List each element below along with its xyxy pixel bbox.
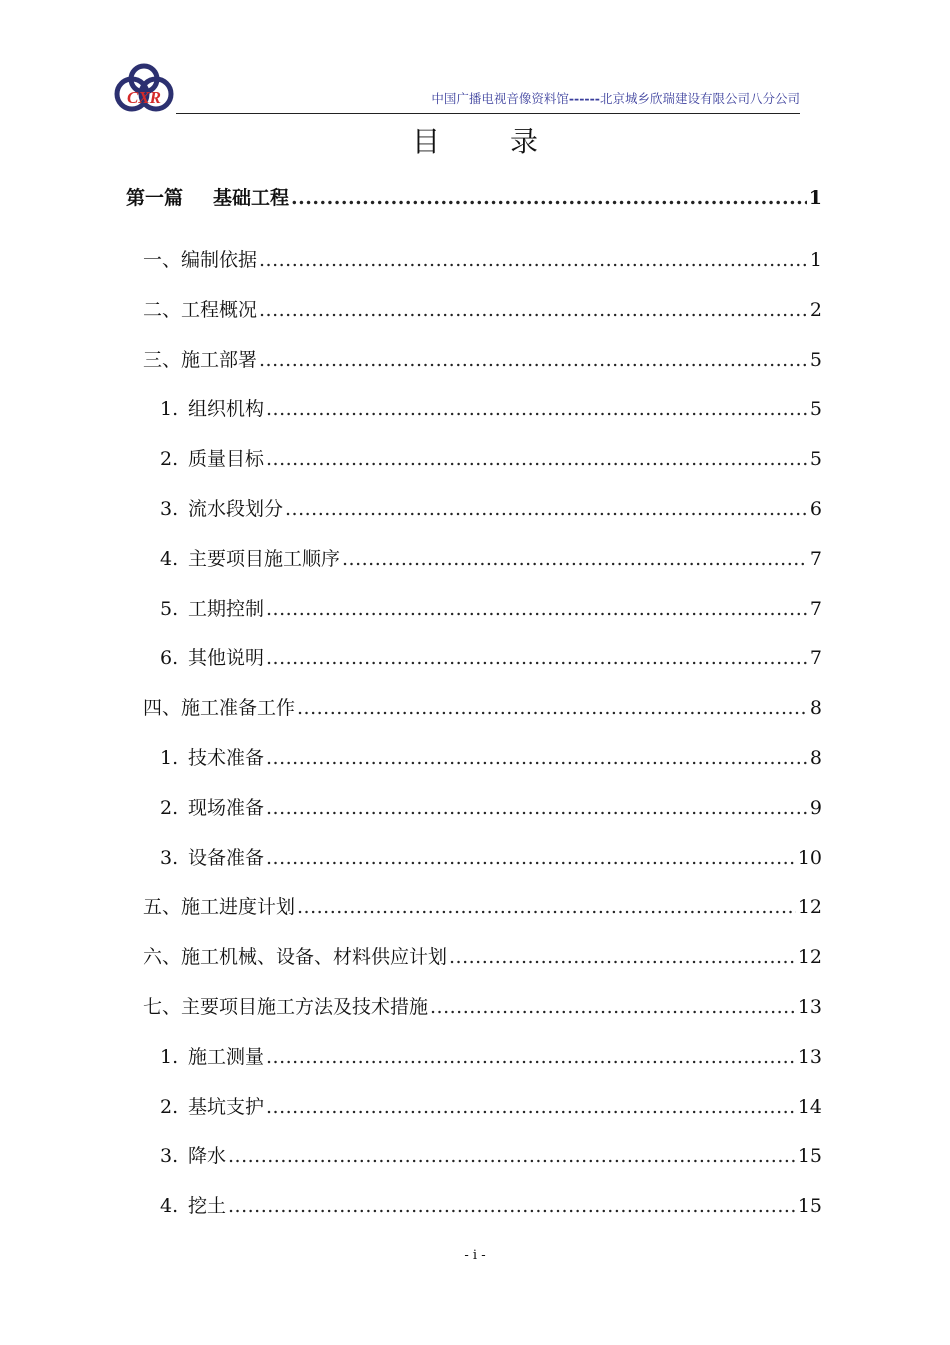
header-title — [431, 89, 800, 107]
toc-entry-number: 3. — [160, 1145, 179, 1167]
toc-entry[interactable] — [143, 995, 822, 1019]
toc-entry-page: 12 — [797, 946, 822, 968]
toc-entry-label — [160, 646, 264, 670]
toc-entry[interactable] — [160, 497, 822, 521]
toc-entry-text: 组织机构 — [188, 398, 265, 420]
toc-entry[interactable] — [160, 1144, 822, 1168]
toc-entry-number: 3. — [160, 498, 179, 520]
toc-leader — [266, 397, 808, 421]
header-title-separator: ------ — [568, 91, 600, 106]
toc-entry-number: 1. — [160, 1046, 179, 1068]
toc-part-entry[interactable] — [126, 186, 822, 210]
toc-leader — [259, 298, 808, 322]
toc-entry[interactable] — [160, 547, 822, 571]
toc-entry[interactable] — [143, 895, 822, 919]
toc-part-prefix: 第一篇 — [126, 187, 184, 209]
toc-entry-page: 6 — [809, 498, 822, 520]
toc-leader — [259, 248, 808, 272]
toc-leader — [266, 796, 808, 820]
page-header — [112, 62, 800, 118]
toc-entry[interactable] — [160, 447, 822, 471]
toc-leader — [297, 696, 808, 720]
toc-entry[interactable] — [143, 248, 822, 272]
toc-entry-label — [143, 945, 447, 969]
toc-entry-text: 降水 — [188, 1145, 227, 1167]
toc-entry-number: 2. — [160, 1096, 179, 1118]
toc-part-label — [126, 186, 289, 210]
toc-entry-page: 9 — [809, 797, 822, 819]
toc-entry-text: 技术准备 — [188, 747, 265, 769]
toc-entry[interactable] — [160, 646, 822, 670]
company-logo — [112, 62, 176, 118]
toc-entry-page: 15 — [797, 1195, 822, 1217]
toc-leader — [228, 1194, 796, 1218]
toc-entry-label — [143, 248, 257, 272]
toc-entry-page: 7 — [809, 548, 822, 570]
header-title-company: 北京城乡欣瑞建设有限公司八分公司 — [599, 91, 800, 106]
toc-leader — [266, 746, 808, 770]
toc-entry-page: 5 — [809, 398, 822, 420]
toc-entry-page: 7 — [809, 647, 822, 669]
toc-entry-page: 12 — [797, 896, 822, 918]
toc-entry-number: 2. — [160, 448, 179, 470]
toc-leader — [266, 1045, 796, 1069]
toc-entry-label — [160, 1194, 226, 1218]
toc-entry[interactable] — [160, 1045, 822, 1069]
toc-entry-text: 现场准备 — [188, 797, 265, 819]
toc-leader — [285, 497, 808, 521]
toc-entry-page: 14 — [797, 1096, 822, 1118]
toc-entry-label — [160, 1095, 264, 1119]
toc-leader — [342, 547, 808, 571]
toc-entry-number: 5. — [160, 598, 179, 620]
toc-entry-label — [143, 696, 295, 720]
toc-entry-label — [160, 497, 283, 521]
toc-entry-text: 工期控制 — [188, 598, 265, 620]
toc-leader — [449, 945, 796, 969]
toc-entry[interactable] — [143, 945, 822, 969]
toc-entry-number: 3. — [160, 847, 179, 869]
header-rule — [176, 113, 800, 114]
toc-entry-page: 13 — [797, 996, 822, 1018]
toc-entry-page: 7 — [809, 598, 822, 620]
toc-leader — [266, 447, 808, 471]
toc-entry-label — [160, 846, 264, 870]
toc-entry-label — [143, 348, 257, 372]
toc-entry-label — [160, 796, 264, 820]
toc-entry-number: 1. — [160, 398, 179, 420]
toc-leader — [430, 995, 796, 1019]
toc-entry[interactable] — [143, 696, 822, 720]
toc-entry-text: 主要项目施工顺序 — [188, 548, 341, 570]
toc-entry-label — [160, 397, 264, 421]
toc-entry-page: 8 — [809, 697, 822, 719]
toc-entry-label — [160, 1144, 226, 1168]
toc-title-char-1: 目 — [411, 125, 440, 158]
toc-title — [0, 120, 950, 160]
toc-entry-text: 五、施工进度计划 — [143, 896, 296, 918]
toc-entry[interactable] — [160, 746, 822, 770]
toc-entry-number: 1. — [160, 747, 179, 769]
toc-entry-page: 15 — [797, 1145, 822, 1167]
toc-entry[interactable] — [160, 846, 822, 870]
header-title-project: 中国广播电视音像资料馆 — [431, 91, 569, 106]
toc-entry-label — [160, 746, 264, 770]
toc-entry[interactable] — [143, 298, 822, 322]
toc-entry-page: 5 — [809, 448, 822, 470]
svg-text:CXR: CXR — [126, 88, 162, 107]
toc-entry-label — [143, 298, 257, 322]
toc-entry-text: 七、主要项目施工方法及技术措施 — [143, 996, 429, 1018]
toc-entry-page: 13 — [797, 1046, 822, 1068]
toc-entry-text: 其他说明 — [188, 647, 265, 669]
toc-entry-page: 1 — [809, 249, 822, 271]
toc-entry-label — [143, 895, 295, 919]
toc-entry-number: 6. — [160, 647, 179, 669]
toc-entry[interactable] — [143, 348, 822, 372]
toc-entry-text: 三、施工部署 — [143, 349, 258, 371]
toc-leader — [266, 1095, 796, 1119]
toc-entry-label — [160, 1045, 264, 1069]
toc-entry-text: 设备准备 — [188, 847, 265, 869]
toc-entry-page: 5 — [809, 349, 822, 371]
toc-leader — [259, 348, 808, 372]
toc-entry-text: 基坑支护 — [188, 1096, 265, 1118]
toc-entry-text: 四、施工准备工作 — [143, 697, 296, 719]
toc-entry-label — [160, 597, 264, 621]
toc-entry[interactable] — [160, 1095, 822, 1119]
toc-title-char-2: 录 — [510, 125, 539, 158]
toc-leader — [228, 1144, 796, 1168]
toc-entry-label — [160, 547, 340, 571]
toc-entry-text: 质量目标 — [188, 448, 265, 470]
toc-entry-text: 施工测量 — [188, 1046, 265, 1068]
toc-entry-page: 2 — [809, 299, 822, 321]
toc-leader — [297, 895, 796, 919]
toc-entry-number: 4. — [160, 1195, 179, 1217]
toc-entry-text: 六、施工机械、设备、材料供应计划 — [143, 946, 448, 968]
toc-entry-text: 一、编制依据 — [143, 249, 258, 271]
toc-entry[interactable] — [160, 397, 822, 421]
toc-entry-page: 10 — [797, 847, 822, 869]
toc-entry[interactable] — [160, 1194, 822, 1218]
toc-entry[interactable] — [160, 597, 822, 621]
toc-part-title: 基础工程 — [213, 187, 290, 209]
toc-entry-text: 流水段划分 — [188, 498, 284, 520]
toc-entry-label — [160, 447, 264, 471]
toc-part-page: 1 — [808, 187, 822, 209]
toc-leader — [291, 186, 807, 210]
page-footer: - i - — [464, 1248, 486, 1263]
toc-entry-label — [143, 995, 428, 1019]
toc-leader — [266, 646, 808, 670]
toc-entry-text: 挖土 — [188, 1195, 227, 1217]
toc-leader — [266, 846, 796, 870]
toc-entry-number: 4. — [160, 548, 179, 570]
toc-entry-page: 8 — [809, 747, 822, 769]
toc-entry-text: 二、工程概况 — [143, 299, 258, 321]
toc-entry-number: 2. — [160, 797, 179, 819]
toc-entry[interactable] — [160, 796, 822, 820]
toc-leader — [266, 597, 808, 621]
